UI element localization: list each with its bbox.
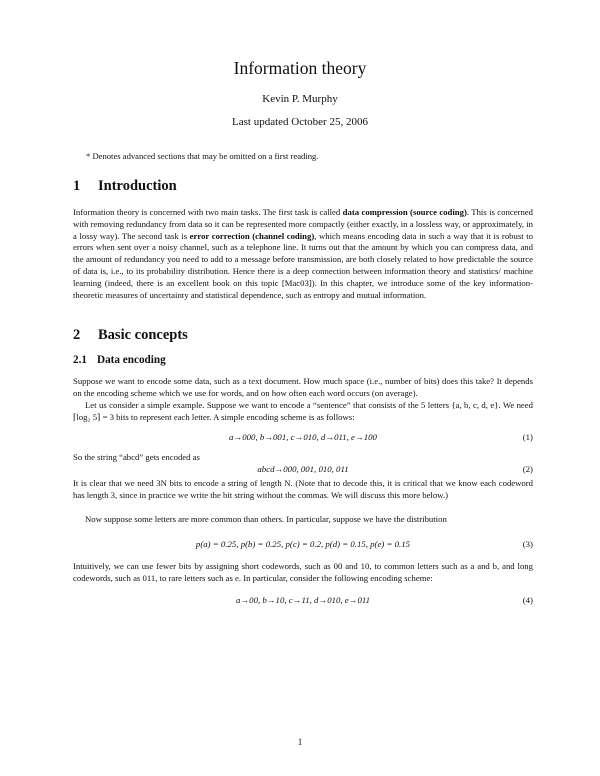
section-title: Basic concepts [98,327,188,343]
paper-title: Information theory [233,58,367,78]
advanced-sections-note: * Denotes advanced sections that may be omitted on a first reading. [86,151,319,161]
section-title: Introduction [98,178,177,194]
equation-formula: a→000, b→001, c→010, d→011, e→100 [229,432,377,442]
term-error-correction: error correction (channel coding) [189,230,315,241]
introduction-paragraph [73,207,533,301]
paragraph-short-codewords: Intuitively, we can use fewer bits by assigning short codewords, such as 00 and 10, to common letters such as a and b, and long codewords, such as 011, to rare letters such as e. In particular, consider the following encoding scheme: [73,561,533,583]
paragraph-distribution-intro [73,514,533,526]
paragraph-string-encoded: So the string “abcd” gets encoded as [73,452,200,462]
section-heading-introduction [73,178,177,195]
simple-example-text: Let us consider a simple example. Suppose we want to encode a “sentence” that consists of the 5 letters {a, b, c, d, e}. We need ⌈log₂ 5⌉ = 3 bits to represent each letter. A simple encoding scheme is as follows: [73,400,533,422]
section-heading-basic-concepts [73,327,188,344]
paragraph-3n-bits: It is clear that we need 3N bits to encode a string of length N. (Note that to decode this, it is critical that we know each codeword has length 3, since in practice we write the bit string without the commas. We will discuss this more below.) [73,478,533,500]
subsection-title: Data encoding [97,354,166,366]
intro-text-2: . This is concerned with removing redundancy from data so it can be represented more compactly (either exactly, in a lossless way, or approximately, in a lossy way). The second task is [73,207,533,241]
subsection-number: 2.1 [73,354,87,366]
equation-formula: p(a) = 0.25, p(b) = 0.25, p(c) = 0.2, p(d) = 0.15, p(e) = 0.15 [195,539,411,549]
equation-number: (1) [522,432,533,442]
section-number: 1 [73,178,81,194]
equation-number: (4) [522,595,533,605]
paragraph-encoding-question: Suppose we want to encode some data, such as a text document. How much space (i.e., number of bits) does this take? It depends on the encoding scheme which we use for words, and on how often each word occurs (on average). [73,376,533,398]
intro-text-1: Information theory is concerned with two main tasks. The first task is called [73,207,343,217]
equation-number: (3) [522,539,533,549]
distribution-intro-text: Now suppose some letters are more common than others. In particular, suppose we have the distribution [85,514,447,524]
term-data-compression: data compression (source coding) [342,207,467,217]
section-number: 2 [73,327,81,343]
intro-text-3: , which means encoding data in such a way that it is robust to errors when sent over a noisy channel, such as a telephone line. It turns out that the amount by which you can compress data, and the amount of redundancy you need to add to a message before transmission, are both closely related to how predictable the source of data is, i.e., to its probability distribution. Hence there is a deep connection between information theory and statistics/ machine learning (indeed, there is an excellent book on this topic [Mac03]). In this chapter, we introduce some of the key information-theoretic measures of uncertainty and statistical dependence, such as entropy and mutual information. [73,230,533,300]
author-name: Kevin P. Murphy [262,93,338,105]
subsection-heading-data-encoding [73,354,166,366]
page-number: 1 [297,737,303,747]
equation-formula: abcd→000, 001, 010, 011 [257,464,349,474]
last-updated-date: Last updated October 25, 2006 [232,116,368,128]
equation-number: (2) [522,464,533,474]
paragraph-simple-example [73,400,533,424]
equation-formula: a→00, b→10, c→11, d→010, e→011 [235,595,371,605]
